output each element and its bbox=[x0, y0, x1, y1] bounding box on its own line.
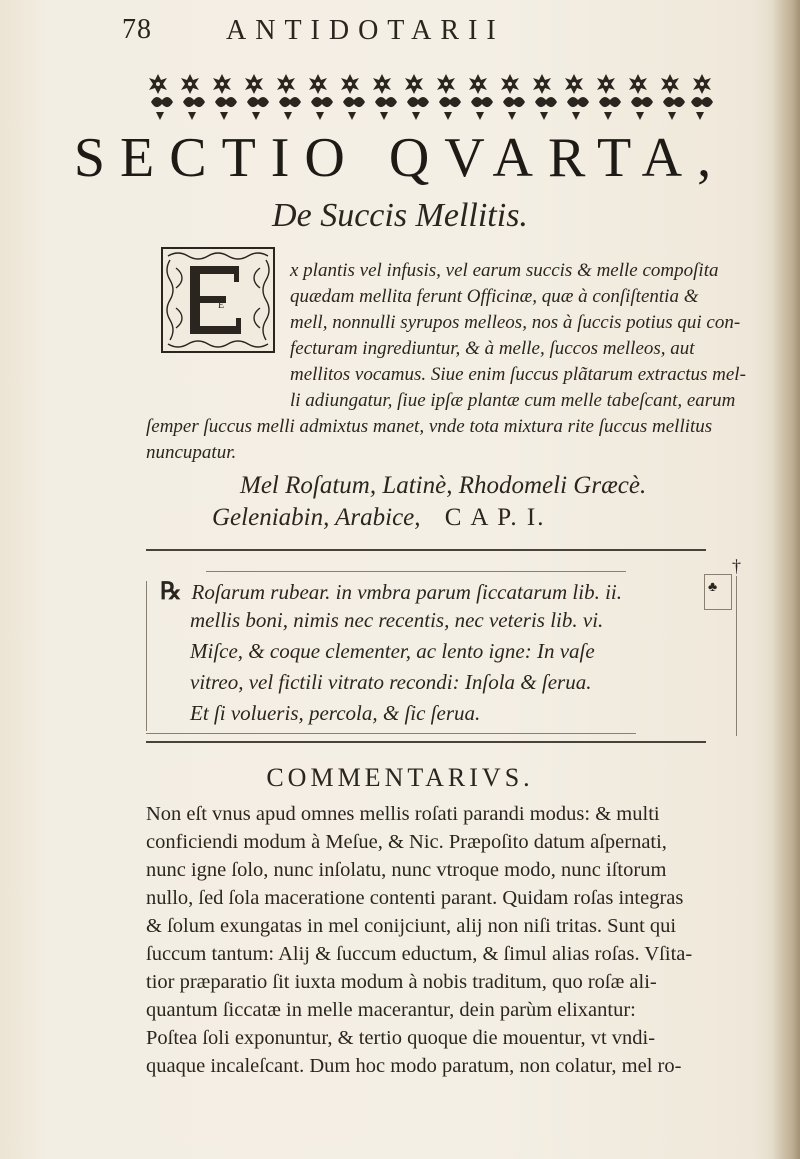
commentary-line: & ſolum exungatas in mel conijciunt, alij non niſi tritas. Sunt qui bbox=[146, 915, 677, 937]
commentary-line: ſuccum tantum: Alij & ſuccum eductum, & ſimul alias roſas. Vſita- bbox=[146, 943, 693, 965]
commentary-line: nullo, ſed ſola maceratione contenti parant. Quidam roſas integras bbox=[146, 887, 684, 909]
intro-line: mellitos vocamus. Siue enim ſuccus plãtarum extractus mel- bbox=[290, 364, 746, 385]
page-number: 78 bbox=[122, 14, 152, 45]
recipe-line: Miſce, & coque clementer, ac lento igne: In vaſe bbox=[190, 639, 595, 663]
recipe-top-line bbox=[206, 571, 626, 572]
margin-club: ♣ bbox=[708, 580, 718, 595]
recipe-line: vitreo, vel fictili vitrato recondi: Inſola & ſerua. bbox=[190, 670, 592, 694]
fleuron-ornament bbox=[146, 72, 714, 128]
chapter-arabic-name: Geleniabin, Arabice, bbox=[212, 504, 421, 531]
margin-box bbox=[704, 574, 732, 610]
commentary-heading: COMMENTARIVS. bbox=[266, 763, 534, 792]
intro-line: quædam mellita ferunt Officinæ, quæ à conſiſtentia & bbox=[290, 286, 699, 307]
intro-line: ſemper ſuccus melli admixtus manet, vnde tota mixtura rite ſuccus mellitus bbox=[146, 416, 713, 437]
commentary-line: quantum ſiccatæ in melle macerantur, dein parùm elixantur: bbox=[146, 999, 636, 1021]
recipe-symbol: ℞ bbox=[160, 579, 182, 605]
recipe-line: mellis boni, nimis nec recentis, nec veteris lib. vi. bbox=[190, 608, 604, 632]
commentary-line: quaque incaleſcant. Dum hoc modo paratum, non colatur, mel ro- bbox=[146, 1055, 682, 1077]
commentary-line: conficiendi modum à Meſue, & Nic. Præpoſito datum aſpernati, bbox=[146, 831, 667, 853]
book-title: ANTIDOTARII bbox=[226, 15, 505, 46]
bottom-rule bbox=[146, 741, 706, 743]
intro-line: nuncupatur. bbox=[146, 442, 237, 463]
chapter-title-line-1: Mel Roſatum, Latinè, Rhodomeli Græcè. bbox=[240, 472, 647, 499]
recipe-line: Et ſi volueris, percola, & ſic ſerua. bbox=[190, 701, 481, 725]
decorated-initial-e bbox=[160, 246, 276, 354]
commentary-line: Non eſt vnus apud omnes mellis roſati parandi modus: & multi bbox=[146, 803, 660, 825]
margin-dagger: † bbox=[732, 556, 741, 576]
commentary-line: nunc igne ſolo, nunc inſolatu, nunc vtroque modo, nunc iſtorum bbox=[146, 859, 667, 881]
chapter-title-line-2 bbox=[212, 504, 545, 532]
recipe-bottom-line bbox=[146, 733, 636, 734]
intro-line: mell, nonnulli syrupos melleos, nos à ſuccis potius qui con- bbox=[290, 312, 741, 333]
recipe-left-line bbox=[146, 581, 147, 731]
chapter-label: C A P. I. bbox=[444, 504, 546, 531]
intro-line: fecturam ingrediuntur, & à melle, ſuccos melleos, aut bbox=[290, 338, 695, 359]
section-title: SECTIO QVARTA, bbox=[73, 127, 727, 189]
svg-text:E: E bbox=[218, 300, 225, 311]
top-rule bbox=[146, 549, 706, 551]
intro-line: x plantis vel infusis, vel earum succis & melle compoſita bbox=[290, 260, 719, 281]
margin-bracket bbox=[736, 576, 737, 736]
running-head bbox=[0, 14, 800, 54]
commentary-line: tior præparatio ſit iuxta modum à nobis traditum, quo roſæ ali- bbox=[146, 971, 657, 993]
intro-line: li adiungatur, ſiue ipſæ plantæ cum melle tabeſcant, earum bbox=[290, 390, 736, 411]
commentary-line: Poſtea ſoli exponuntur, & tertio quoque die mouentur, vt vndi- bbox=[146, 1027, 656, 1049]
recipe-text: Roſarum rubear. in vmbra parum ſiccatarum lib. ii. bbox=[191, 580, 623, 604]
section-subtitle: De Succis Mellitis. bbox=[272, 197, 528, 234]
recipe-line bbox=[160, 577, 622, 606]
